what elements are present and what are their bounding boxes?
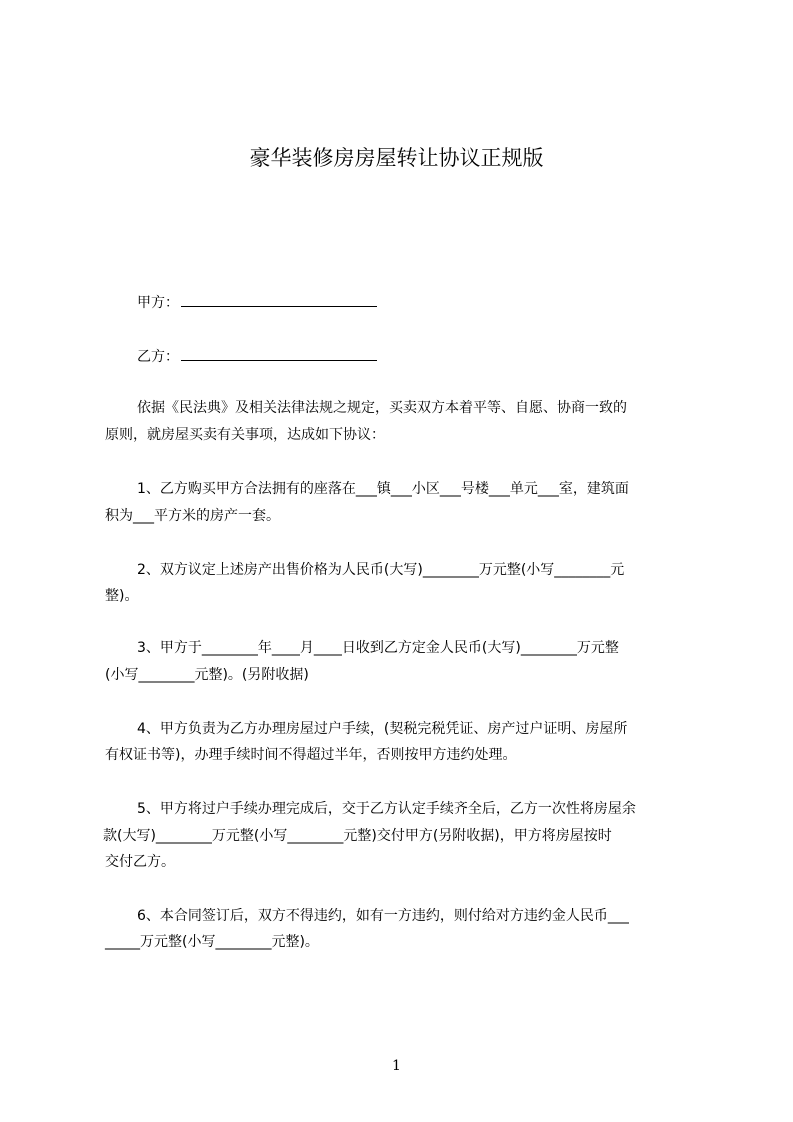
party-a-row: [137, 291, 377, 313]
clause-5-line-3: 交付乙方。: [105, 854, 175, 870]
clause-2-line-1: 2、双方议定上述房产出售价格为人民币(大写)________万元整(小写________元: [137, 562, 625, 578]
clause-3-line-2: (小写________元整)。(另附收据): [105, 667, 309, 683]
party-a-label: 甲方：: [137, 295, 179, 311]
clause-4-line-2: 有权证书等)，办理手续时间不得超过半年，否则按甲方违约处理。: [105, 747, 517, 763]
party-b-blank: [181, 345, 377, 361]
clause-2-line-2: 整)。: [105, 588, 139, 604]
document-title: 豪华装修房房屋转让协议正规版: [249, 146, 544, 170]
clause-6-line-1: 6、本合同签订后，双方不得违约，如有一方违约，则付给对方违约金人民币___: [137, 908, 629, 924]
clause-1-line-1: 1、乙方购买甲方合法拥有的座落在___镇___小区___号楼___单元___室，建筑面: [137, 481, 629, 497]
page-number: 1: [392, 1058, 401, 1074]
clause-5-line-1: 5、甲方将过户手续办理完成后，交于乙方认定手续齐全后，乙方一次性将房屋余: [137, 801, 636, 817]
intro-line-2: 原则，就房屋买卖有关事项，达成如下协议：: [105, 427, 385, 443]
intro-line-1: 依据《民法典》及相关法律法规之规定，买卖双方本着平等、自愿、协商一致的: [137, 400, 627, 416]
clause-1-line-2: 积为___平方米的房产一套。: [105, 508, 280, 524]
clause-3-line-1: 3、甲方于________年____月____日收到乙方定金人民币(大写)________万元整: [137, 640, 619, 656]
party-b-label: 乙方：: [137, 349, 179, 365]
party-b-row: [137, 345, 377, 367]
clause-6-line-2: _____万元整(小写________元整)。: [105, 934, 319, 950]
clause-5-line-2: 款(大写)________万元整(小写________元整)交付甲方(另附收据)，甲方将房屋按时: [103, 828, 612, 844]
clause-4-line-1: 4、甲方负责为乙方办理房屋过户手续，(契税完税凭证、房产过户证明、房屋所: [137, 721, 628, 737]
party-a-blank: [181, 291, 377, 307]
